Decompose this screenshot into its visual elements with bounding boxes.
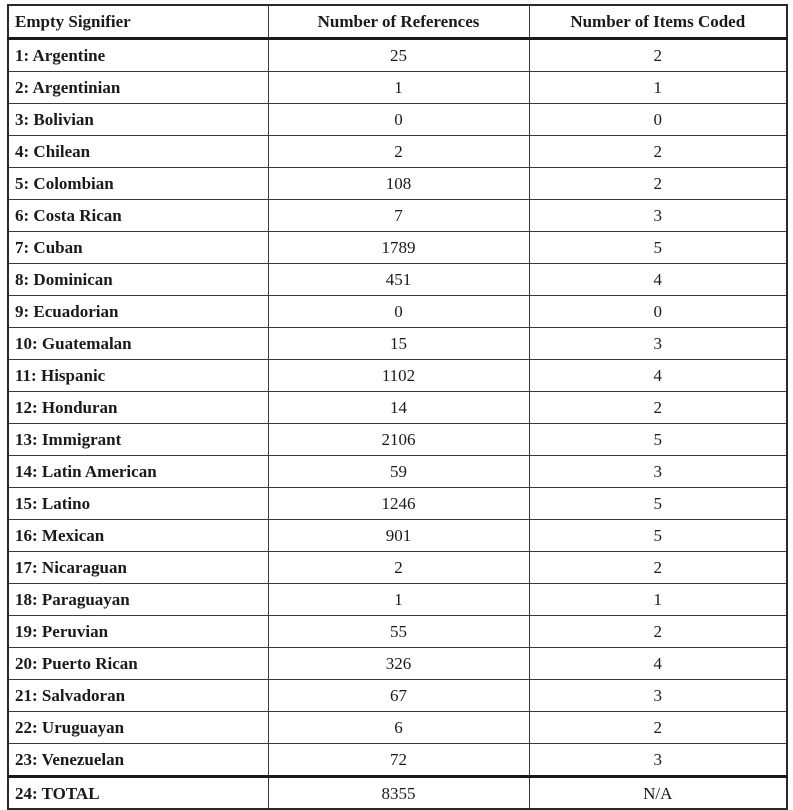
references-cell: 326 bbox=[268, 648, 529, 680]
signifier-cell: 3: Bolivian bbox=[8, 104, 268, 136]
table-row bbox=[8, 39, 787, 72]
table-row bbox=[8, 488, 787, 520]
table-row bbox=[8, 648, 787, 680]
signifier-cell: 24: TOTAL bbox=[8, 777, 268, 810]
table-row bbox=[8, 552, 787, 584]
header-row bbox=[8, 5, 787, 39]
table-row bbox=[8, 264, 787, 296]
table-row bbox=[8, 744, 787, 777]
table-row bbox=[8, 424, 787, 456]
items-coded-cell: 1 bbox=[529, 584, 787, 616]
table-row bbox=[8, 232, 787, 264]
table-row bbox=[8, 72, 787, 104]
items-coded-cell: 2 bbox=[529, 712, 787, 744]
items-coded-cell: 3 bbox=[529, 744, 787, 777]
header-number-of-items-coded: Number of Items Coded bbox=[529, 5, 787, 39]
items-coded-cell: 5 bbox=[529, 232, 787, 264]
references-cell: 1246 bbox=[268, 488, 529, 520]
signifier-cell: 18: Paraguayan bbox=[8, 584, 268, 616]
signifier-cell: 4: Chilean bbox=[8, 136, 268, 168]
signifier-cell: 2: Argentinian bbox=[8, 72, 268, 104]
items-coded-cell: 4 bbox=[529, 360, 787, 392]
table-row bbox=[8, 392, 787, 424]
references-cell: 108 bbox=[268, 168, 529, 200]
references-cell: 2 bbox=[268, 552, 529, 584]
table-row bbox=[8, 456, 787, 488]
references-cell: 0 bbox=[268, 104, 529, 136]
references-cell: 1 bbox=[268, 72, 529, 104]
table-body bbox=[8, 39, 787, 810]
references-cell: 55 bbox=[268, 616, 529, 648]
references-cell: 59 bbox=[268, 456, 529, 488]
items-coded-cell: 0 bbox=[529, 104, 787, 136]
signifier-cell: 15: Latino bbox=[8, 488, 268, 520]
table-row bbox=[8, 168, 787, 200]
references-cell: 8355 bbox=[268, 777, 529, 810]
items-coded-cell: 2 bbox=[529, 552, 787, 584]
references-cell: 451 bbox=[268, 264, 529, 296]
header-number-of-references: Number of References bbox=[268, 5, 529, 39]
signifier-cell: 12: Honduran bbox=[8, 392, 268, 424]
items-coded-cell: 4 bbox=[529, 264, 787, 296]
items-coded-cell: 2 bbox=[529, 136, 787, 168]
items-coded-cell: 0 bbox=[529, 296, 787, 328]
references-cell: 1102 bbox=[268, 360, 529, 392]
header-empty-signifier: Empty Signifier bbox=[8, 5, 268, 39]
signifier-cell: 16: Mexican bbox=[8, 520, 268, 552]
signifier-cell: 17: Nicaraguan bbox=[8, 552, 268, 584]
references-cell: 67 bbox=[268, 680, 529, 712]
signifier-cell: 1: Argentine bbox=[8, 39, 268, 72]
references-cell: 14 bbox=[268, 392, 529, 424]
references-cell: 1 bbox=[268, 584, 529, 616]
signifier-cell: 23: Venezuelan bbox=[8, 744, 268, 777]
table-row bbox=[8, 104, 787, 136]
references-cell: 15 bbox=[268, 328, 529, 360]
references-cell: 6 bbox=[268, 712, 529, 744]
table-row bbox=[8, 712, 787, 744]
references-cell: 25 bbox=[268, 39, 529, 72]
total-row bbox=[8, 777, 787, 810]
signifier-cell: 9: Ecuadorian bbox=[8, 296, 268, 328]
references-cell: 72 bbox=[268, 744, 529, 777]
references-cell: 7 bbox=[268, 200, 529, 232]
items-coded-cell: 5 bbox=[529, 520, 787, 552]
table-row bbox=[8, 520, 787, 552]
items-coded-cell: 3 bbox=[529, 456, 787, 488]
table-row bbox=[8, 616, 787, 648]
table-row bbox=[8, 360, 787, 392]
items-coded-cell: 5 bbox=[529, 424, 787, 456]
table-row bbox=[8, 200, 787, 232]
references-cell: 2106 bbox=[268, 424, 529, 456]
signifier-cell: 10: Guatemalan bbox=[8, 328, 268, 360]
references-cell: 2 bbox=[268, 136, 529, 168]
signifier-cell: 6: Costa Rican bbox=[8, 200, 268, 232]
signifier-cell: 7: Cuban bbox=[8, 232, 268, 264]
signifier-cell: 11: Hispanic bbox=[8, 360, 268, 392]
signifier-cell: 20: Puerto Rican bbox=[8, 648, 268, 680]
table-row bbox=[8, 680, 787, 712]
table-row bbox=[8, 584, 787, 616]
items-coded-cell: 2 bbox=[529, 616, 787, 648]
items-coded-cell: 3 bbox=[529, 328, 787, 360]
references-cell: 0 bbox=[268, 296, 529, 328]
items-coded-cell: 4 bbox=[529, 648, 787, 680]
signifier-cell: 22: Uruguayan bbox=[8, 712, 268, 744]
items-coded-cell: N/A bbox=[529, 777, 787, 810]
items-coded-cell: 3 bbox=[529, 680, 787, 712]
items-coded-cell: 5 bbox=[529, 488, 787, 520]
table-row bbox=[8, 328, 787, 360]
items-coded-cell: 2 bbox=[529, 168, 787, 200]
signifier-table bbox=[7, 4, 788, 810]
table-row bbox=[8, 136, 787, 168]
items-coded-cell: 2 bbox=[529, 392, 787, 424]
references-cell: 901 bbox=[268, 520, 529, 552]
signifier-cell: 14: Latin American bbox=[8, 456, 268, 488]
items-coded-cell: 1 bbox=[529, 72, 787, 104]
signifier-table-container bbox=[7, 4, 786, 810]
signifier-cell: 19: Peruvian bbox=[8, 616, 268, 648]
signifier-cell: 13: Immigrant bbox=[8, 424, 268, 456]
items-coded-cell: 2 bbox=[529, 39, 787, 72]
signifier-cell: 5: Colombian bbox=[8, 168, 268, 200]
signifier-cell: 21: Salvadoran bbox=[8, 680, 268, 712]
table-row bbox=[8, 296, 787, 328]
items-coded-cell: 3 bbox=[529, 200, 787, 232]
references-cell: 1789 bbox=[268, 232, 529, 264]
signifier-cell: 8: Dominican bbox=[8, 264, 268, 296]
